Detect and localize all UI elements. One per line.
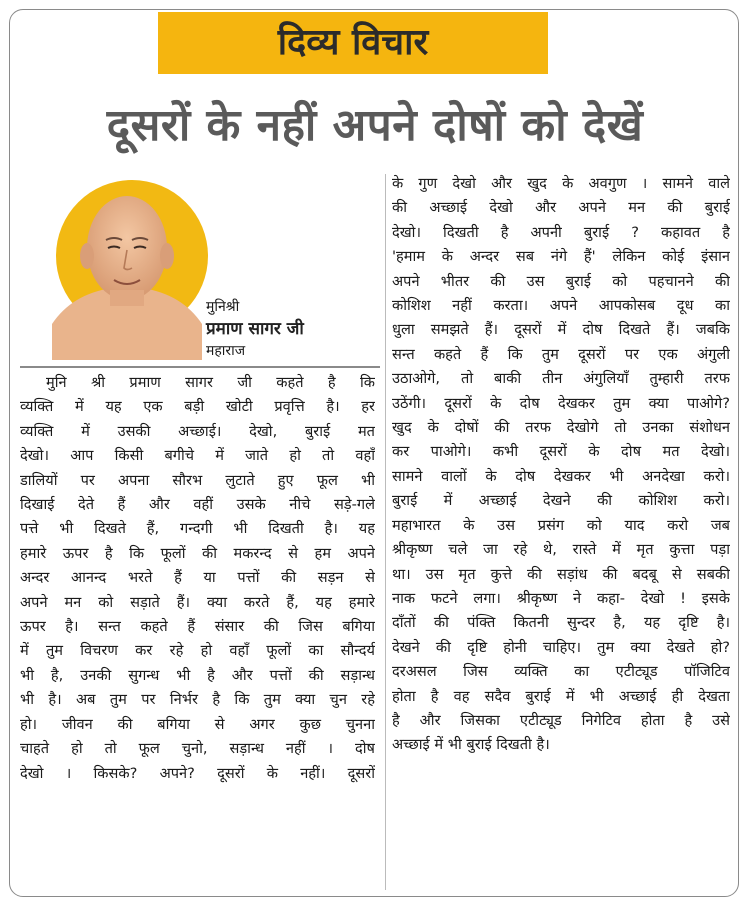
text-line: मुनि श्री प्रमाण सागर जी कहते है कि: [46, 374, 375, 391]
article-headline: दूसरों के नहीं अपने दोषों को देखें: [106, 100, 644, 151]
text-line: सामने वालों के दोष देखकर भी अनदेखा करो।: [392, 467, 730, 485]
author-suffix: महाराज: [206, 343, 246, 359]
text-line: ऊपर है। सन्त कहते हैं संसार की जिस बगिया: [20, 618, 375, 636]
banner-title: दिव्य विचार: [277, 22, 429, 63]
right-ear: [160, 243, 174, 269]
text-line: महाभारत के उस प्रसंग को याद करो जब: [392, 516, 730, 534]
section-divider: [20, 366, 380, 368]
text-line: के गुण देखो और खुद के अवगुण । सामने वाले: [392, 175, 730, 192]
left-ear: [80, 243, 94, 269]
text-line: बुराई में अच्छाई देखने की कोशिश करो।: [392, 492, 730, 510]
text-line: कर पाओगे। कभी दूसरों के दोष मत देखो।: [392, 443, 730, 461]
text-line: में तुम विचरण कर रहे हो वहाँ फूलों का सौन्दर्य: [20, 642, 375, 660]
text-line: अपने भीतर की उस बुराई को पहचानने की: [392, 272, 730, 290]
text-line: देखो। आप किसी बगीचे में जाते हो तो वहाँ: [20, 447, 375, 465]
text-line: अन्दर आनन्द भरते हैं या पत्तों की सड़न से: [20, 569, 375, 587]
text-line: उठेंगी। दूसरों के दोष देखकर तुम क्या पाओगे?: [392, 394, 730, 412]
column-divider: [385, 174, 386, 890]
text-line: 'हमाम के अन्दर सब नंगे हैं' लेकिन कोई इंसान: [392, 248, 730, 266]
text-line: दरअसल जिस व्यक्ति का एटीट्यूड पॉजिटिव: [392, 663, 730, 681]
text-line: भी है। अब तुम पर निर्भर है कि तुम क्या चुन रहे: [20, 691, 375, 709]
text-line: अच्छाई में भी बुराई दिखती है।: [392, 736, 550, 754]
text-line: कोशिश नहीं करता। अपने आपकोसब दूध का: [392, 297, 730, 315]
text-line: था। उस मृत कुत्ते की सड़ांध की बदबू से सबकी: [392, 565, 730, 583]
text-line: पत्ते भी दिखते हैं, गन्दगी भी दिखती है। यह: [20, 520, 375, 538]
author-portrait: [52, 184, 202, 360]
left-column: [20, 371, 375, 786]
text-line: देखो। दिखती है अपनी बुराई ? कहावत है: [392, 223, 730, 241]
text-line: सन्त कहते हैं कि तुम दूसरों पर एक अंगुली: [392, 345, 730, 363]
text-line: नाक फटने लगा। श्रीकृष्ण ने कहा- देखो ! इसके: [392, 589, 730, 607]
text-line: अपने मन को सड़ाते हैं। क्या करते हैं, यह हमारे: [20, 593, 375, 611]
text-line: धुला समझते हैं। दूसरों में दोष दिखते हैं। जबकि: [392, 321, 730, 339]
text-line: खुद के दोषों की तरफ देखोगे तो उनका संशोधन: [392, 419, 730, 437]
author-prefix: मुनिश्री: [206, 299, 240, 315]
section-banner: [158, 12, 548, 74]
author-name: प्रमाण सागर जी: [206, 319, 304, 339]
text-line: व्यक्ति में उसकी अच्छाई। देखो, बुराई मत: [20, 422, 375, 440]
text-line: दाँतों की पंक्ति कितनी सुन्दर है, यह दृष्टि है।: [392, 614, 730, 632]
text-line: डालियों पर अपना सौरभ लुटाते हुए फूल भी: [20, 471, 375, 489]
text-line: श्रीकृष्ण चले जा रहे थे, रास्ते में मृत कुत्ता पड़ा: [392, 541, 730, 559]
author-byline: [206, 296, 304, 362]
text-line: हो। जीवन की बगिया से अगर कुछ चुनना: [20, 715, 375, 733]
text-line: है और जिसका एटीट्यूड निगेटिव होता है उसे: [392, 711, 730, 729]
right-column: [392, 172, 730, 758]
text-line: उठाओगे, तो बाकी तीन अंगुलियाँ तुम्हारी तरफ: [392, 370, 730, 388]
text-line: होता है वह सदैव बुराई में भी अच्छाई ही देखता: [392, 687, 730, 705]
text-line: हमारे ऊपर है कि फूलों की मकरन्द से हम अपने: [20, 544, 375, 562]
neck: [110, 290, 144, 306]
text-line: चाहते हो तो फूल चुनो, सड़ान्ध नहीं । दोष: [20, 740, 375, 758]
text-line: देखो । किसके? अपने? दूसरों के नहीं। दूसरों: [20, 764, 375, 782]
text-line: व्यक्ति में यह एक बड़ी खोटी प्रवृत्ति है। हर: [20, 398, 375, 416]
text-line: देखने की दृष्टि होनी चाहिए। तुम क्या देखते हो?: [392, 638, 730, 656]
text-line: भी है, उनकी सुगन्ध भी है और पत्तों की सड़ान्ध: [20, 666, 375, 684]
text-line: की अच्छाई देखो और अपने मन की बुराई: [392, 199, 730, 217]
text-line: दिखाई देते हैं और वहीं उसके नीचे सड़े-गले: [20, 496, 375, 514]
